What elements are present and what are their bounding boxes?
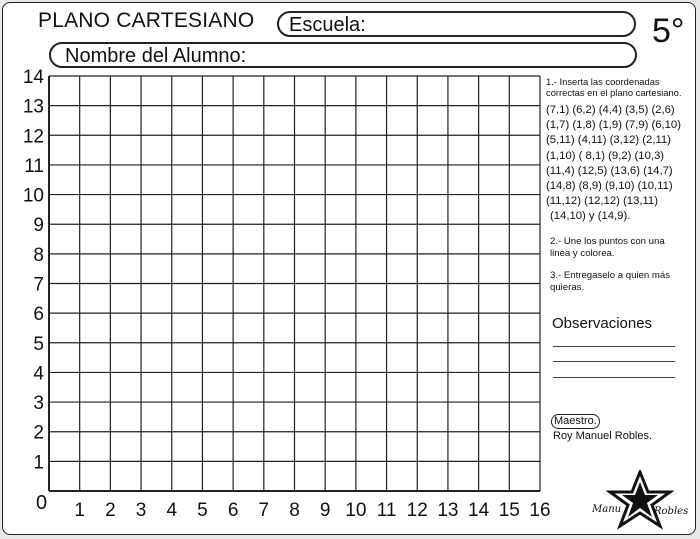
y-tick-label: 5 [33,333,44,355]
y-tick-label: 12 [22,126,44,148]
x-tick-label: 11 [376,500,397,521]
x-tick-label: 1 [74,500,85,521]
observations-title: Observaciones [552,315,653,332]
x-tick-label: 10 [345,500,367,521]
y-tick-label: 3 [33,393,44,415]
coordinate-line: (7,1) (6,2) (4,4) (3,5) (2,6) [546,104,675,116]
y-tick-label: 14 [22,67,44,88]
x-tick-label: 4 [166,500,178,521]
y-tick-label: 4 [33,363,44,385]
y-tick-label: 13 [22,96,44,118]
x-tick-label: 5 [197,500,208,521]
x-tick-label: 3 [135,500,147,521]
y-tick-label: 11 [24,155,44,177]
origin-label: 0 [36,492,48,514]
coordinate-line: (5,11) (4,11) (3,12) (2,11) [546,134,671,147]
signature-left: Manu [592,504,622,515]
coordinate-line: (11,4) (12,5) (13,6) (14,7) [546,164,673,177]
x-tick-label: 9 [319,500,331,521]
teacher-role: Maestro. [551,414,600,429]
coordinate-line: (14,8) (8,9) (9,10) (10,11) [546,180,673,193]
student-name-label: Nombre del Alumno: [65,45,247,67]
instruction-step-3: 3.- Entregaselo a quien más quieras. [550,270,670,293]
signature-star-logo [590,470,690,530]
x-tick-label: 2 [105,500,116,521]
x-tick-label: 16 [529,500,551,521]
worksheet-title: PLANO CARTESIANO [38,9,255,32]
grade-label: 5° [652,12,685,50]
observation-line[interactable] [553,346,675,347]
x-tick-label: 12 [406,500,428,521]
y-tick-label: 9 [33,215,44,237]
x-tick-label: 15 [498,500,520,521]
y-tick-label: 10 [22,185,44,207]
observation-line[interactable] [553,361,675,362]
coordinate-line: (11,12) (12,12) (13,11) [546,195,658,208]
x-tick-label: 7 [258,500,270,521]
coordinate-line: (1,7) (1,8) (1,9) (7,9) (6,10) [546,119,681,132]
y-tick-label: 1 [33,452,44,474]
coordinate-list [546,103,694,225]
y-tick-label: 8 [33,244,44,266]
instruction-step-1: 1.- Inserta las coordenadas correctas en el plano cartesiano. [546,76,682,98]
x-tick-label: 8 [289,500,300,521]
y-tick-label: 2 [33,422,44,444]
observation-line[interactable] [553,377,675,378]
x-tick-label: 14 [468,500,490,521]
school-label: Escuela: [289,14,366,36]
coordinate-line: (1,10) ( 8,1) (9,2) (10,3) [546,149,665,162]
y-tick-label: 6 [33,304,44,326]
instruction-step-2: 2.- Une los puntos con una linea y colorea. [550,236,665,259]
signature-right: Robles [654,506,689,517]
teacher-name: Roy Manuel Robles. [553,430,653,442]
x-tick-label: 13 [437,500,459,521]
coordinate-line: (14,10) y (14,9). [550,210,631,223]
y-tick-label: 7 [33,274,44,296]
x-tick-label: 6 [227,500,239,521]
